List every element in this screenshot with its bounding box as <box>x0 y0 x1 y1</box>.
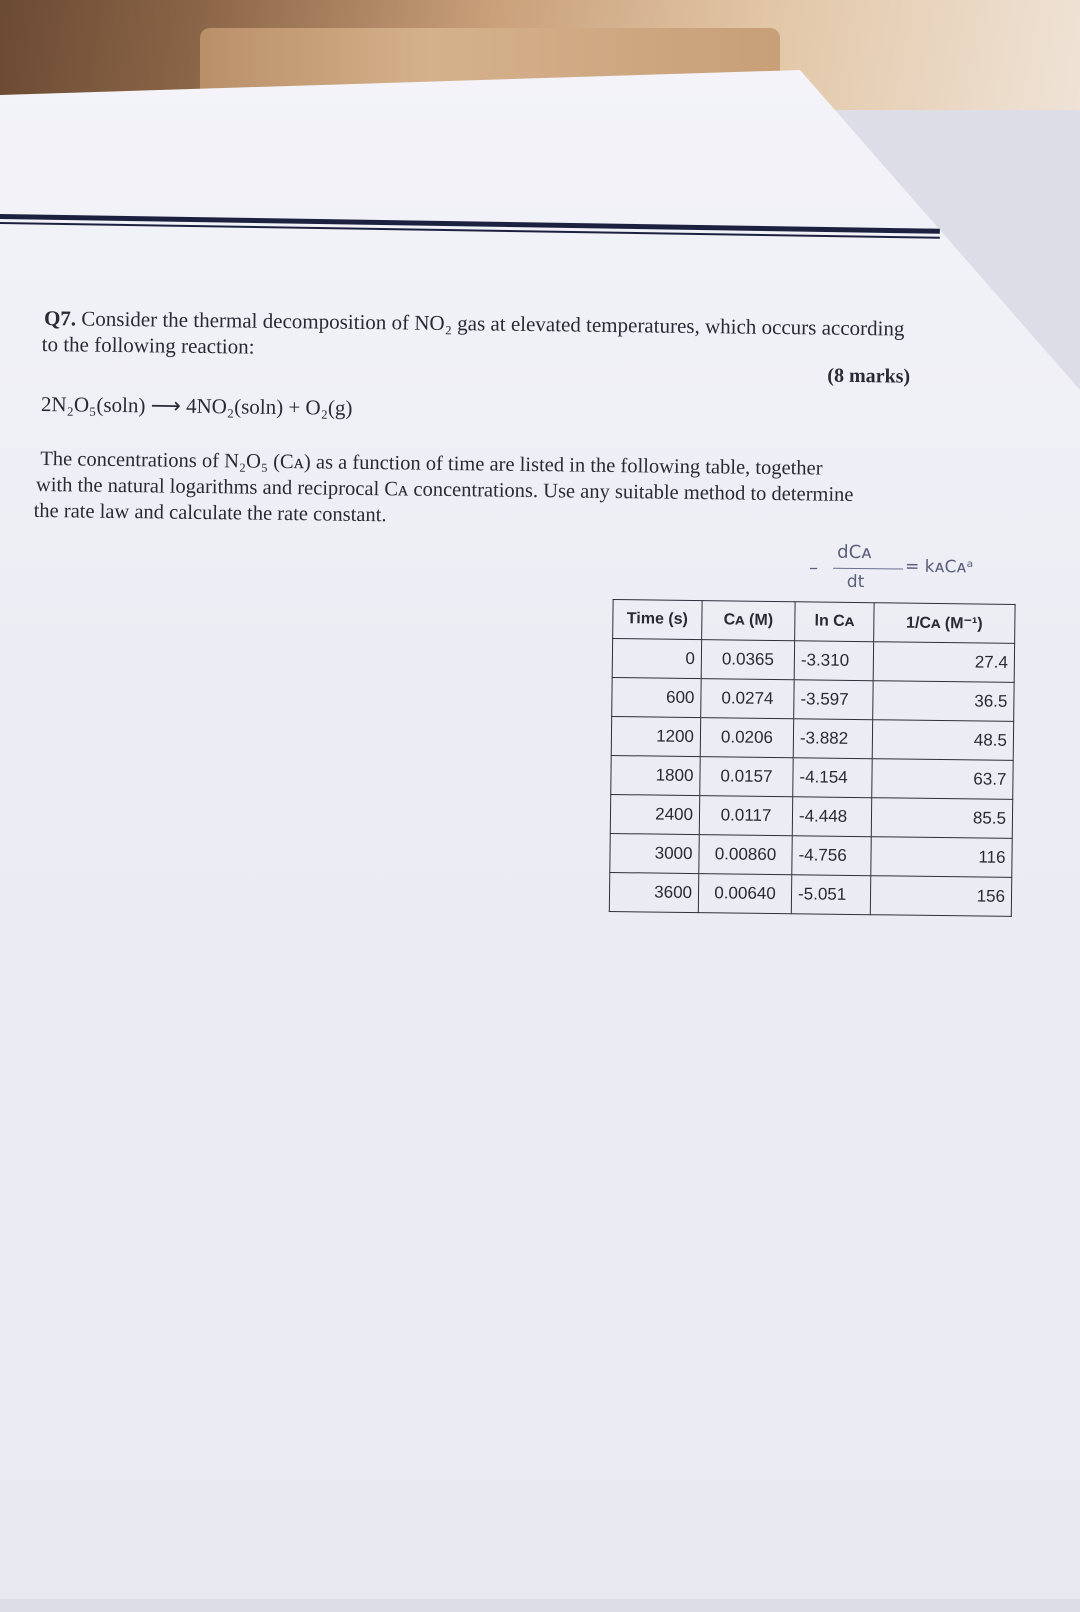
cell-concentration: 0.0365 <box>701 640 794 680</box>
header-ln-concentration: ln Cᴀ <box>795 602 874 642</box>
cell-time: 3000 <box>610 834 699 874</box>
table-row <box>609 873 1011 917</box>
hw-fraction-bar <box>833 568 903 570</box>
question-number: Q7. <box>43 306 77 331</box>
cell-reciprocal: 156 <box>870 876 1011 917</box>
cell-concentration: 0.0117 <box>699 796 792 836</box>
table-row <box>612 678 1014 722</box>
hw-numerator: dCᴀ <box>837 541 873 564</box>
cell-ln: -4.448 <box>792 797 871 837</box>
header-concentration: Cᴀ (M) <box>702 601 795 641</box>
cell-time: 0 <box>612 639 701 679</box>
cell-time: 600 <box>612 678 701 718</box>
hw-right-side: = kᴀCᴀᵃ <box>904 556 974 578</box>
cell-ln: -3.597 <box>794 680 873 720</box>
concentration-table <box>609 599 1016 917</box>
cell-time: 1200 <box>611 717 700 757</box>
cell-reciprocal: 85.5 <box>871 798 1012 839</box>
cell-reciprocal: 27.4 <box>873 642 1014 683</box>
header-reciprocal-concentration: 1/Cᴀ (M⁻¹) <box>874 603 1015 644</box>
table-row <box>612 639 1014 683</box>
cell-reciprocal: 116 <box>871 837 1012 878</box>
cell-reciprocal: 36.5 <box>873 681 1014 722</box>
cell-ln: -4.154 <box>793 758 872 798</box>
table-row <box>610 834 1012 878</box>
cell-concentration: 0.0206 <box>700 718 793 758</box>
marks-label: (8 marks) <box>827 364 911 388</box>
cell-ln: -4.756 <box>792 836 871 876</box>
hw-minus: – <box>808 557 819 579</box>
cell-ln: -3.310 <box>794 641 873 681</box>
paragraph-line-1: The concentrations of N₂O₅ (Cᴀ) as a function of time are listed in the following table, together <box>40 448 823 480</box>
cell-time: 3600 <box>609 873 698 913</box>
question-text: Consider the thermal decomposition of NO₂ gas at elevated temperatures, which occurs according <box>81 306 905 341</box>
cell-concentration: 0.00640 <box>698 874 791 914</box>
question-line-2: to the following reaction: <box>41 332 255 359</box>
reaction-equation: 2N₂O₅(soln) ⟶ 4NO₂(soln) + O₂(g) <box>40 392 353 420</box>
cell-concentration: 0.00860 <box>699 835 792 875</box>
table-header-row <box>613 600 1015 644</box>
cell-ln: -5.051 <box>791 875 870 915</box>
cell-ln: -3.882 <box>793 719 872 759</box>
cell-time: 2400 <box>610 795 699 835</box>
paragraph-line-3: the rate law and calculate the rate constant. <box>33 499 387 527</box>
cell-reciprocal: 63.7 <box>872 759 1013 800</box>
header-time: Time (s) <box>613 600 702 640</box>
cell-time: 1800 <box>611 756 700 796</box>
cell-concentration: 0.0274 <box>701 679 794 719</box>
table-row <box>611 756 1013 800</box>
table-row <box>611 717 1013 761</box>
cell-concentration: 0.0157 <box>700 757 793 797</box>
cell-reciprocal: 48.5 <box>872 720 1013 761</box>
table-row <box>610 795 1012 839</box>
hw-denominator: dt <box>846 571 865 593</box>
handwritten-rate-law <box>809 541 1000 603</box>
paragraph-line-2: with the natural logarithms and reciprocal Cᴀ concentrations. Use any suitable method to determine <box>35 473 854 506</box>
